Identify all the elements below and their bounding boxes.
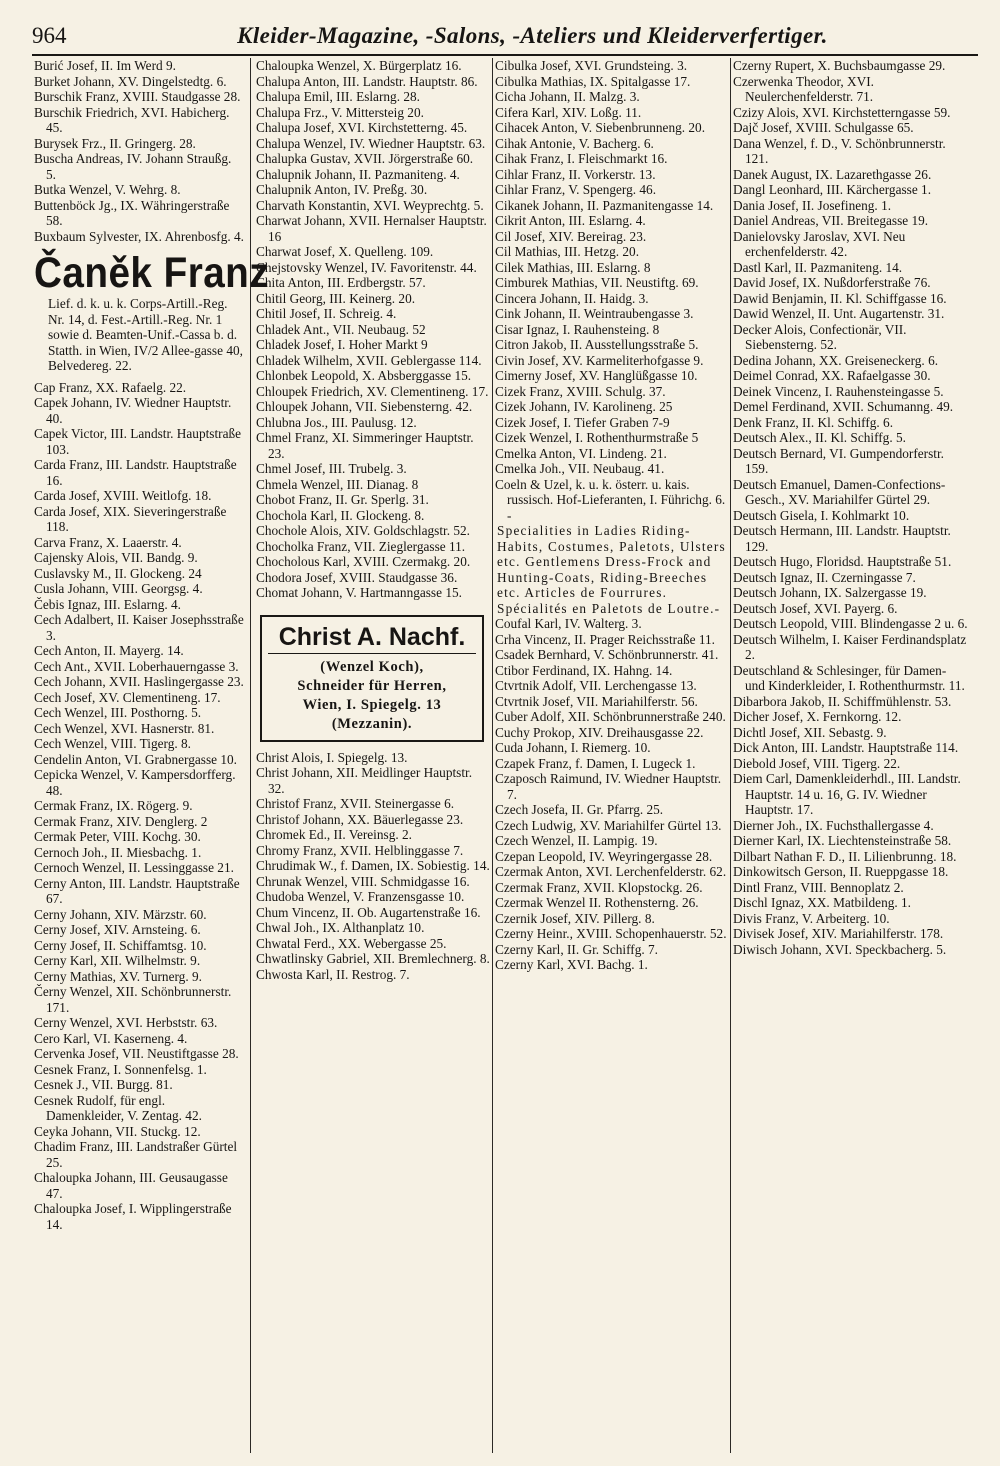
directory-entry: Buscha Andreas, IV. Johann Straußg. 5. (34, 151, 232, 182)
directory-entry: Deutsch Ignaz, II. Czerningasse 7. (733, 569, 916, 585)
directory-entry: Chobot Franz, II. Gr. Sperlg. 31. (256, 492, 429, 507)
directory-entry: Chwatlinsky Gabriel, XII. Bremlechnerg. 8. (256, 951, 490, 966)
directory-entry: Chwal Joh., IX. Althanplatz 10. (256, 920, 425, 935)
directory-entry: Deutsch Johann, IX. Salzergasse 19. (733, 585, 927, 600)
entry-list (34, 58, 244, 244)
directory-entry: Czapek Franz, f. Damen, I. Lugeck 1. (495, 755, 696, 771)
directory-entry: Chalupnik Johann, II. Pazmaniteng. 4. (256, 166, 460, 182)
directory-entry: Chloupek Johann, VII. Siebensterng. 42. (256, 399, 473, 414)
directory-entry: Cmelka Joh., VII. Neubaug. 41. (495, 461, 665, 476)
directory-entry: Chochola Karl, II. Glockeng. 8. (256, 507, 425, 523)
directory-entry: Chmel Josef, III. Trubelg. 3. (256, 461, 407, 476)
advertisement-christ (260, 615, 484, 742)
directory-entry: Diebold Josef, VIII. Tigerg. 22. (733, 755, 901, 771)
directory-entry: Dicher Josef, X. Fernkorng. 12. (733, 709, 902, 724)
directory-entry: Dilbart Nathan F. D., II. Lilienbrunng. 18. (733, 848, 957, 864)
directory-entry: Citron Jakob, II. Ausstellungsstraße 5. (495, 337, 699, 352)
directory-entry: Chomat Johann, V. Hartmanngasse 15. (256, 585, 462, 600)
directory-entry: Chromek Ed., II. Vereinsg. 2. (256, 827, 412, 842)
directory-entry: Dedina Johann, XX. Greiseneckerg. 6. (733, 352, 939, 368)
directory-entry: Chum Vincenz, II. Ob. Augartenstraße 16. (256, 904, 481, 920)
directory-entry: Cajensky Alois, VII. Bandg. 9. (34, 550, 198, 565)
directory-entry: Cuslavsky M., II. Glockeng. 24 (34, 565, 202, 581)
directory-entry: Csadek Bernhard, V. Schönbrunnerstr. 41. (495, 647, 719, 662)
directory-entry: Czermak Wenzel II. Rothensterng. 26. (495, 895, 699, 910)
directory-entry: Demel Ferdinand, XVII. Schumanng. 49. (733, 399, 954, 414)
directory-entry: Cusla Johann, VIII. Georgsg. 4. (34, 581, 203, 596)
directory-entry: Dania Josef, II. Josefineng. 1. (733, 197, 892, 213)
ad-name: Čaněk Franz (34, 249, 270, 297)
directory-entry: Carda Josef, XVIII. Weitlofg. 18. (34, 488, 212, 503)
directory-entry: Czech Ludwig, XV. Mariahilfer Gürtel 13. (495, 817, 722, 833)
directory-entry: Divis Franz, V. Arbeiterg. 10. (733, 910, 890, 926)
directory-entry: Cech Wenzel, XVI. Hasnerstr. 81. (34, 720, 215, 736)
directory-entry: Deutsch Josef, XVI. Payerg. 6. (733, 600, 898, 616)
directory-entry: Chrunak Wenzel, VIII. Schmidgasse 16. (256, 873, 470, 889)
directory-entry: Cendelin Anton, VI. Grabnergasse 10. (34, 751, 237, 767)
entry-list (256, 750, 490, 983)
entry-list (733, 58, 968, 957)
directory-entry: Chalupnik Anton, IV. Preßg. 30. (256, 182, 428, 197)
directory-entry: Cero Karl, VI. Kaserneng. 4. (34, 1030, 188, 1046)
column-divider (730, 58, 731, 1453)
directory-entry: Cihacek Anton, V. Siebenbrunneng. 20. (495, 120, 706, 135)
directory-entry: Cerny Wenzel, XVI. Herbststr. 63. (34, 1015, 218, 1030)
directory-entry: Christ Alois, I. Spiegelg. 13. (256, 749, 408, 765)
directory-entry: Cernoch Joh., II. Miesbachg. 1. (34, 844, 202, 860)
directory-entry: Chwosta Karl, II. Restrog. 7. (256, 966, 410, 982)
directory-entry: Deimel Conrad, XX. Rafaelgasse 30. (733, 368, 931, 383)
directory-entry: Chochole Alois, XIV. Goldschlagstr. 52. (256, 523, 470, 538)
directory-entry: Dajč Josef, XVIII. Schulgasse 65. (733, 120, 914, 135)
directory-entry: Ctibor Ferdinand, IX. Hahng. 14. (495, 662, 673, 678)
directory-entry: Cech Ant., XVII. Loberhauerngasse 3. (34, 658, 239, 674)
directory-entry: Cech Johann, XVII. Haslingergasse 23. (34, 674, 244, 689)
entry-list (34, 380, 244, 1233)
directory-entry: Cuchy Prokop, XIV. Dreihausgasse 22. (495, 724, 704, 740)
directory-entry: Chromy Franz, XVII. Helblinggasse 7. (256, 842, 464, 858)
column-divider (492, 58, 493, 1453)
directory-entry: Buxbaum Sylvester, IX. Ahrenbosfg. 4. (34, 228, 244, 244)
directory-entry: Chmela Wenzel, III. Dianag. 8 (256, 476, 419, 492)
ad-name: Christ A. Nachf. (268, 621, 476, 654)
directory-entry: Dierner Joh., IX. Fuchsthallergasse 4. (733, 817, 934, 833)
directory-entry: Denk Franz, II. Kl. Schiffg. 6. (733, 414, 894, 430)
directory-entry: Czech Wenzel, II. Lampig. 19. (495, 833, 658, 848)
directory-entry: Čebis Ignaz, III. Eslarng. 4. (34, 596, 181, 612)
directory-entry: Chita Anton, III. Erdbergstr. 57. (256, 275, 426, 290)
directory-entry: Cil Mathias, III. Hetzg. 20. (495, 244, 640, 259)
directory-entry: Cizek Wenzel, I. Rothenthurmstraße 5 (495, 430, 699, 445)
column-2 (256, 58, 490, 1453)
directory-entry: Chodora Josef, XVIII. Staudgasse 36. (256, 569, 458, 585)
directory-entry: Cesnek Franz, I. Sonnenfelsg. 1. (34, 1061, 207, 1077)
directory-entry: Danielovsky Jaroslav, XVI. Neu erchenfelderstr. 42. (733, 228, 906, 259)
directory-entry: Charwat Josef, X. Quelleng. 109. (256, 244, 434, 259)
directory-entry: Deutsch Alex., II. Kl. Schiffg. 5. (733, 430, 906, 445)
directory-entry: Cmelka Anton, VI. Lindeng. 21. (495, 445, 667, 461)
directory-entry: Cikrit Anton, III. Eslarng. 4. (495, 213, 646, 228)
directory-entry: Butka Wenzel, V. Wehrg. 8. (34, 182, 181, 197)
ad-line: Schneider für Herren, (297, 677, 447, 694)
ad-line: (Wenzel Koch), (320, 658, 424, 675)
directory-entry: Dichtl Josef, XII. Sebastg. 9. (733, 724, 887, 740)
directory-entry: Burysek Frz., II. Gringerg. 28. (34, 135, 196, 151)
directory-entry: Chalupa Anton, III. Landstr. Hauptstr. 86. (256, 73, 478, 89)
directory-entry: Coufal Karl, IV. Walterg. 3. (495, 616, 642, 631)
directory-entry: Carda Josef, XIX. Sieveringerstraße 118. (34, 503, 227, 534)
directory-entry: Cerny Josef, II. Schiffamtsg. 10. (34, 937, 207, 953)
directory-entry: Ceyka Johann, VII. Stuckg. 12. (34, 1123, 201, 1139)
advertisement-coeln-uzel: Specialities in Ladies Riding-Habits, Costumes, Paletots, Ulsters etc. Gentlemens Dress-Frock and Hunting-Coats, Riding-Breeches etc. Articles de Fourrures. Spécialités en Paletots de Loutre.- (497, 523, 726, 616)
directory-entry: Chalupa Josef, XVI. Kirchstetterng. 45. (256, 120, 468, 135)
directory-entry: Cizek Franz, XVIII. Schulg. 37. (495, 383, 666, 399)
page-number: 964 (32, 23, 67, 48)
directory-entry: Chloupek Friedrich, XV. Clementineng. 17. (256, 383, 489, 399)
directory-entry: Cermak Franz, IX. Rögerg. 9. (34, 798, 193, 813)
directory-entry: Czizy Alois, XVI. Kirchstetterngasse 59. (733, 104, 951, 120)
directory-entry: Cihlar Franz, V. Spengerg. 46. (495, 182, 657, 197)
directory-entry: Chocholka Franz, VII. Zieglergasse 11. (256, 538, 466, 554)
column-3 (495, 58, 727, 1453)
directory-entry: Diwisch Johann, XVI. Speckbacherg. 5. (733, 941, 947, 957)
directory-entry: Cervenka Josef, VII. Neustiftgasse 28. (34, 1046, 239, 1061)
directory-entry: Cifera Karl, XIV. Loßg. 11. (495, 104, 642, 120)
column-1 (34, 58, 270, 1453)
directory-entry: Decker Alois, Confectionär, VII. Siebensterng. 52. (733, 321, 907, 352)
directory-entry: Burić Josef, II. Im Werd 9. (34, 58, 176, 73)
directory-entry: Burket Johann, XV. Dingelstedtg. 6. (34, 73, 227, 89)
directory-entry: Dischl Ignaz, XX. Matbildeng. 1. (733, 895, 911, 910)
directory-entry: Deutsch Emanuel, Damen-Confections-Gesch., XV. Mariahilfer Gürtel 29. (733, 476, 946, 507)
directory-entry: Chaloupka Johann, III. Geusaugasse 47. (34, 1170, 228, 1201)
directory-entry: Cerny Mathias, XV. Turnerg. 9. (34, 968, 202, 984)
directory-entry: Cilek Mathias, III. Eslarng. 8 (495, 259, 651, 275)
directory-entry: Ctvrtnik Josef, VII. Mariahilferstr. 56. (495, 693, 698, 709)
directory-entry: Chlubna Jos., III. Paulusg. 12. (256, 414, 417, 430)
directory-entry: Buttenböck Jg., IX. Währingerstraße 58. (34, 197, 230, 228)
directory-entry: Coeln & Uzel, k. u. k. österr. u. kais. russisch. Hof-Lieferanten, I. Führichg. 6. - (495, 476, 726, 523)
directory-entry: Chitil Georg, III. Keinerg. 20. (256, 290, 416, 306)
directory-entry: Danek August, IX. Lazarethgasse 26. (733, 166, 932, 182)
directory-entry: Cernoch Wenzel, II. Lessinggasse 21. (34, 860, 234, 875)
directory-entry: Cihak Antonie, V. Bacherg. 6. (495, 135, 654, 151)
directory-entry: Cuda Johann, I. Riemerg. 10. (495, 740, 651, 755)
directory-entry: Dangl Leonhard, III. Kärchergasse 1. (733, 182, 932, 197)
directory-entry: Carva Franz, X. Laaerstr. 4. (34, 534, 182, 550)
directory-entry: Chladek Ant., VII. Neubaug. 52 (256, 321, 426, 337)
directory-entry: Cech Anton, II. Mayerg. 14. (34, 643, 184, 658)
directory-entry: Czech Josefa, II. Gr. Pfarrg. 25. (495, 802, 664, 817)
directory-entry: Chalupka Gustav, XVII. Jörgerstraße 60. (256, 151, 474, 166)
directory-entry: Diem Carl, Damenkleiderhdl., III. Landstr. Hauptstr. 14 u. 16, G. IV. Wiedner Hauptstr. 17. (733, 771, 961, 817)
directory-entry: Civin Josef, XV. Karmeliterhofgasse 9. (495, 352, 704, 368)
directory-entry: Czerny Karl, XVI. Bachg. 1. (495, 957, 648, 972)
directory-entry: Dana Wenzel, f. D., V. Schönbrunnerstr. 121. (733, 135, 946, 166)
directory-entry: Dibarbora Jakob, II. Schiffmühlenstr. 53. (733, 693, 952, 709)
page-title: Kleider-Magazine, -Salons, -Ateliers und Kleiderverfertiger. (237, 23, 828, 48)
directory-entry: Dick Anton, III. Landstr. Hauptstraße 114. (733, 740, 959, 755)
directory-entry: Chwatal Ferd., XX. Webergasse 25. (256, 935, 447, 951)
entry-list (256, 58, 490, 601)
directory-entry: Czerwenka Theodor, XVI. Neulerchenfelderstr. 71. (733, 73, 875, 104)
directory-entry: Dierner Karl, IX. Liechtensteinstraße 58. (733, 833, 952, 848)
directory-entry: Carda Franz, III. Landstr. Hauptstraße 16. (34, 457, 237, 488)
directory-entry: Czermak Franz, XVII. Klopstockg. 26. (495, 879, 703, 895)
directory-entry: Cermak Franz, XIV. Denglerg. 2 (34, 813, 208, 829)
directory-entry: Divisek Josef, XIV. Mariahilferstr. 178. (733, 926, 944, 941)
advertisement-canek (34, 249, 270, 374)
directory-entry: Cerny Johann, XIV. Märzstr. 60. (34, 906, 207, 922)
directory-entry: Chaloupka Josef, I. Wipplingerstraße 14. (34, 1201, 232, 1232)
directory-entry: Charvath Konstantin, XVI. Weyprechtg. 5. (256, 197, 484, 213)
directory-entry: Cikanek Johann, II. Pazmanitengasse 14. (495, 197, 714, 213)
directory-entry: Cincera Johann, II. Haidg. 3. (495, 290, 649, 306)
directory-entry: Deutschland & Schlesinger, für Damen- und Kinderkleider, I. Rothenthurmstr. 11. (733, 662, 965, 693)
directory-entry: Cimburek Mathias, VII. Neustiftg. 69. (495, 275, 699, 290)
directory-entry: Chudoba Wenzel, V. Franzensgasse 10. (256, 889, 465, 904)
directory-entry: Christ Johann, XII. Meidlinger Hauptstr. 32. (256, 765, 473, 796)
directory-entry: Cech Josef, XV. Clementineng. 17. (34, 689, 221, 705)
directory-entry: Crha Vincenz, II. Prager Reichsstraße 11. (495, 631, 716, 647)
directory-entry: Chejstovsky Wenzel, IV. Favoritenstr. 44. (256, 259, 477, 275)
directory-entry: Chladek Josef, I. Hoher Markt 9 (256, 337, 428, 352)
ad-line: Wien, I. Spiegelg. 13 (302, 696, 442, 713)
directory-entry: Cesnek J., VII. Burgg. 81. (34, 1077, 173, 1092)
directory-entry: Cibulka Mathias, IX. Spitalgasse 17. (495, 73, 691, 89)
directory-entry: Cech Wenzel, III. Posthorng. 5. (34, 705, 202, 720)
page-header (32, 18, 978, 56)
directory-entry: Deutsch Bernard, VI. Gumpendorferstr. 159. (733, 445, 944, 476)
directory-entry: Deutsch Wilhelm, I. Kaiser Ferdinandsplatz 2. (733, 631, 967, 662)
directory-entry: Deutsch Gisela, I. Kohlmarkt 10. (733, 507, 910, 523)
directory-entry: Czernik Josef, XIV. Pillerg. 8. (495, 910, 655, 926)
directory-entry: Dawid Wenzel, II. Unt. Augartenstr. 31. (733, 306, 945, 321)
directory-entry: Cerny Anton, III. Landstr. Hauptstraße 67. (34, 875, 240, 906)
directory-entry: Ctvrtnik Adolf, VII. Lerchengasse 13. (495, 678, 697, 693)
directory-entry: Chladek Wilhelm, XVII. Geblergasse 114. (256, 352, 482, 368)
directory-entry: Cuber Adolf, XII. Schönbrunnerstraße 240. (495, 709, 726, 724)
directory-entry: Cap Franz, XX. Rafaelg. 22. (34, 379, 187, 395)
directory-entry: Cibulka Josef, XVI. Grundsteing. 3. (495, 58, 688, 73)
directory-entry: Dastl Karl, II. Pazmaniteng. 14. (733, 259, 903, 275)
directory-entry: Cerny Josef, XIV. Arnsteing. 6. (34, 922, 201, 937)
directory-entry: Chmel Franz, XI. Simmeringer Hauptstr. 23. (256, 430, 474, 461)
directory-entry: Chaloupka Wenzel, X. Bürgerplatz 16. (256, 58, 462, 73)
column-4 (733, 58, 968, 1453)
directory-entry: Cepicka Wenzel, V. Kampersdorfferg. 48. (34, 767, 236, 798)
directory-entry: Cech Adalbert, II. Kaiser Josephsstraße 3. (34, 612, 244, 643)
directory-entry: Dinkowitsch Gerson, II. Rueppgasse 18. (733, 864, 949, 879)
directory-entry: Cesnek Rudolf, für engl. Damenkleider, V. Zentag. 42. (34, 1092, 202, 1123)
directory-entry: Chlonbek Leopold, X. Absberggasse 15. (256, 368, 472, 383)
directory-entry: Czermak Anton, XVI. Lerchenfelderstr. 62. (495, 864, 727, 879)
ad-text: Lief. d. k. u. k. Corps-Artill.-Reg. Nr. 14, d. Fest.-Artill.-Reg. Nr. 1 sowie d. Beamten-Unif.-Cassa b. d. Statth. in Wien, IV/2 Allee-gasse 40, Belvedereg. 22. (48, 296, 243, 373)
directory-entry: Dintl Franz, VIII. Bennoplatz 2. (733, 879, 904, 895)
directory-entry: Burschik Franz, XVIII. Staudgasse 28. (34, 89, 241, 104)
directory-entry: Chadim Franz, III. Landstraßer Gürtel 25. (34, 1139, 238, 1170)
directory-entry: Cisar Ignaz, I. Rauhensteing. 8 (495, 321, 660, 337)
directory-entry: Christof Franz, XVII. Steinergasse 6. (256, 796, 455, 811)
directory-entry: Chalupa Wenzel, IV. Wiedner Hauptstr. 63. (256, 135, 486, 151)
directory-entry: Daniel Andreas, VII. Breitegasse 19. (733, 213, 929, 228)
directory-entry: Czerny Karl, II. Gr. Schiffg. 7. (495, 941, 658, 957)
directory-entry: Cizek Josef, I. Tiefer Graben 7-9 (495, 414, 670, 430)
directory-entry: Cech Wenzel, VIII. Tigerg. 8. (34, 736, 191, 751)
directory-entry: Cerny Karl, XII. Wilhelmstr. 9. (34, 953, 201, 968)
ad-line: (Mezzanin). (331, 715, 413, 732)
directory-entry: Cermak Peter, VIII. Kochg. 30. (34, 829, 201, 844)
directory-entry: Christof Johann, XX. Bäuerlegasse 23. (256, 811, 464, 827)
directory-entry: Cimerny Josef, XV. Hanglüßgasse 10. (495, 368, 698, 383)
directory-entry: Chalupa Emil, III. Eslarng. 28. (256, 89, 420, 104)
directory-entry: Cizek Johann, IV. Karolineng. 25 (495, 399, 673, 414)
directory-entry: Capek Johann, IV. Wiedner Hauptstr. 40. (34, 395, 232, 426)
directory-entry: Charwat Johann, XVII. Hernalser Hauptstr. 16 (256, 213, 487, 244)
directory-entry: Chitil Josef, II. Schreig. 4. (256, 306, 397, 321)
directory-entry: Deutsch Hugo, Floridsd. Hauptstraße 51. (733, 554, 952, 569)
entry-list (495, 616, 727, 973)
directory-entry: Czerny Heinr., XVIII. Schopenhauerstr. 52. (495, 926, 727, 941)
directory-entry: Deutsch Hermann, III. Landstr. Hauptstr. 129. (733, 523, 951, 554)
directory-entry: Chocholous Karl, XVIII. Czermakg. 20. (256, 554, 471, 569)
directory-entry: Cicha Johann, II. Malzg. 3. (495, 89, 640, 104)
directory-entry: Czerny Rupert, X. Buchsbaumgasse 29. (733, 58, 946, 73)
directory-entry: David Josef, IX. Nußdorferstraße 76. (733, 275, 931, 290)
directory-entry: Cihak Franz, I. Fleischmarkt 16. (495, 151, 668, 166)
entry-list (495, 58, 727, 523)
directory-entry: Chalupa Frz., V. Mittersteig 20. (256, 104, 424, 120)
directory-entry: Černy Wenzel, XII. Schönbrunnerstr. 171. (34, 984, 232, 1015)
directory-entry: Dawid Benjamin, II. Kl. Schiffgasse 16. (733, 290, 947, 306)
directory-entry: Cink Johann, II. Weintraubengasse 3. (495, 306, 694, 321)
directory-entry: Cil Josef, XIV. Bereirag. 23. (495, 228, 647, 244)
directory-entry: Czaposch Raimund, IV. Wiedner Hauptstr. 7. (495, 771, 722, 802)
directory-entry: Burschik Friedrich, XVI. Habicherg. 45. (34, 104, 230, 135)
directory-entry: Czepan Leopold, IV. Weyringergasse 28. (495, 848, 713, 864)
directory-entry: Deinek Vincenz, I. Rauhensteingasse 5. (733, 383, 944, 399)
directory-entry: Chrudimak W., f. Damen, IX. Sobiestig. 14. (256, 858, 490, 873)
directory-entry: Capek Victor, III. Landstr. Hauptstraße 103. (34, 426, 242, 457)
directory-entry: Cihlar Franz, II. Vorkerstr. 13. (495, 166, 656, 182)
directory-entry: Deutsch Leopold, VIII. Blindengasse 2 u. 6. (733, 616, 968, 631)
